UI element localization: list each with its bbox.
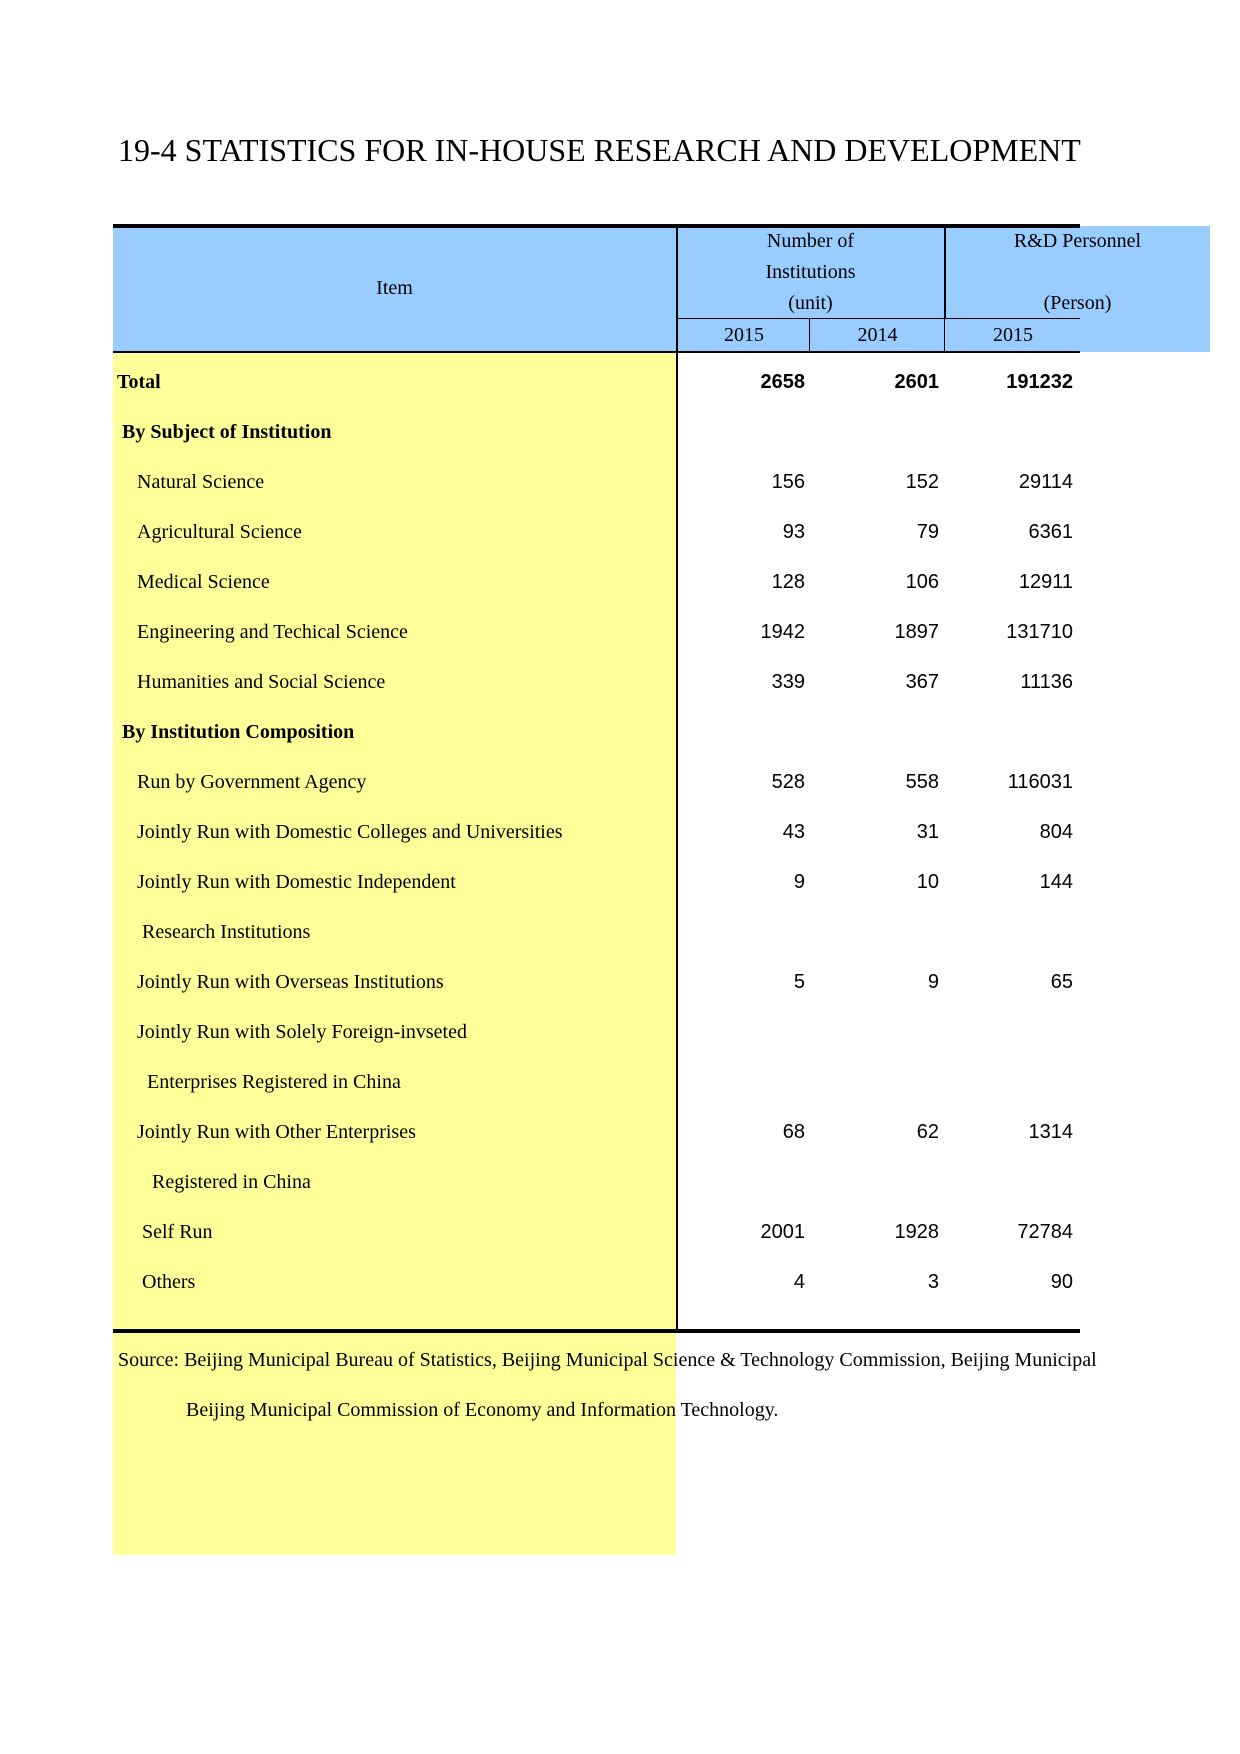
cell-value: 62 [916, 1121, 939, 1143]
cell-value: 4 [793, 1271, 805, 1293]
cell-value: 558 [905, 771, 939, 793]
cell-value: 90 [1050, 1271, 1073, 1293]
cell-value: 131710 [1006, 621, 1073, 643]
cell-value: 72784 [1017, 1221, 1073, 1243]
cell-value: 128 [771, 571, 805, 593]
table-row [113, 457, 1080, 507]
row-label: Jointly Run with Overseas Institutions [137, 971, 444, 993]
cell-value: 9 [793, 871, 805, 893]
cell-value: 367 [905, 671, 939, 693]
item-column-header: Item [376, 277, 413, 299]
section-label: By Subject of Institution [122, 421, 332, 443]
cell-value: 79 [916, 521, 939, 543]
section-label: By Institution Composition [122, 721, 355, 743]
table-row-section [113, 407, 1080, 457]
header-line: R&D Personnel [1013, 230, 1142, 252]
table-row-section [113, 707, 1080, 757]
cell-value: 191232 [1006, 371, 1073, 393]
year-header: 2014 [857, 324, 898, 346]
statistics-table [113, 224, 1142, 1336]
cell-value: 11136 [1020, 671, 1073, 693]
row-label: Run by Government Agency [137, 771, 367, 793]
cell-value: 116031 [1007, 771, 1073, 793]
cell-value: 2601 [894, 371, 939, 393]
cell-value: 156 [771, 471, 805, 493]
table-row [113, 1257, 1080, 1307]
cell-value: 9 [927, 971, 939, 993]
header-line [946, 257, 1209, 288]
cell-value: 3 [927, 1271, 939, 1293]
row-label: Engineering and Techical Science [137, 621, 408, 643]
column-divider [809, 319, 810, 351]
row-label: Natural Science [137, 471, 265, 493]
cell-value: 106 [905, 571, 939, 593]
header-line: (unit) [788, 292, 833, 314]
cell-value: 804 [1039, 821, 1073, 843]
header-line: Number of [766, 230, 855, 252]
table-bottom-border [113, 1329, 1080, 1333]
table-row [113, 557, 1080, 607]
header-bottom-border [113, 351, 1080, 353]
page-title: 19-4 STATISTICS FOR IN-HOUSE RESEARCH AND DEVELOPMENT [118, 132, 1081, 168]
row-label: Jointly Run with Domestic Colleges and Universities [137, 821, 563, 843]
cell-value: 2658 [760, 371, 805, 393]
table-row [113, 957, 1080, 1007]
row-label: Research Institutions [142, 921, 311, 943]
cell-value: 1942 [760, 621, 805, 643]
cell-value: 528 [771, 771, 805, 793]
table-row [113, 757, 1080, 807]
cell-value: 1928 [894, 1221, 939, 1243]
cell-value: 152 [905, 471, 939, 493]
institutions-group-header [679, 226, 942, 318]
cell-value: 65 [1050, 971, 1073, 993]
row-label: Total [117, 371, 161, 393]
cell-value: 68 [782, 1121, 805, 1143]
table-row [113, 807, 1080, 857]
cell-value: 1314 [1028, 1121, 1073, 1143]
table-row-continuation [113, 907, 1080, 957]
cell-value: 1897 [894, 621, 939, 643]
cell-value: 29114 [1018, 471, 1073, 493]
row-label: Jointly Run with Other Enterprises [137, 1121, 416, 1143]
row-label: Others [142, 1271, 196, 1293]
table-row [113, 1007, 1080, 1057]
row-label: Agricultural Science [137, 521, 302, 543]
row-label: Jointly Run with Solely Foreign-invseted [137, 1021, 467, 1043]
column-divider [944, 319, 945, 351]
table-row [113, 1207, 1080, 1257]
table-row [113, 857, 1080, 907]
row-label: Medical Science [137, 571, 270, 593]
cell-value: 5 [793, 971, 805, 993]
cell-value: 93 [782, 521, 805, 543]
row-label: Humanities and Social Science [137, 671, 386, 693]
personnel-group-header [946, 226, 1209, 318]
source-note: Source: Beijing Municipal Bureau of Statistics, Beijing Municipal Science & Technology Commission, Beijing Municipal [118, 1349, 1097, 1371]
cell-value: 144 [1039, 871, 1073, 893]
table-row-continuation [113, 1157, 1080, 1207]
cell-value: 2001 [760, 1221, 805, 1243]
row-label: Jointly Run with Domestic Independent [137, 871, 456, 893]
cell-value: 10 [916, 871, 939, 893]
table-row [113, 607, 1080, 657]
cell-value: 6361 [1028, 521, 1073, 543]
table-row-total [113, 357, 1080, 407]
table-row-continuation [113, 1057, 1080, 1107]
header-line: (Person) [1043, 292, 1112, 314]
cell-value: 43 [782, 821, 805, 843]
cell-value: 12911 [1018, 571, 1073, 593]
row-label: Registered in China [152, 1171, 311, 1193]
source-note-continuation: Beijing Municipal Commission of Economy and Information Technology. [186, 1399, 779, 1421]
group-divider [944, 226, 946, 319]
year-header: 2015 [724, 324, 764, 346]
cell-value: 339 [771, 671, 805, 693]
row-label: Enterprises Registered in China [147, 1071, 401, 1093]
row-label: Self Run [142, 1221, 213, 1243]
year-header: 2015 [993, 324, 1033, 346]
cell-value: 31 [916, 821, 939, 843]
table-row [113, 507, 1080, 557]
table-row [113, 1107, 1080, 1157]
header-line: Institutions [765, 261, 856, 283]
table-row [113, 657, 1080, 707]
